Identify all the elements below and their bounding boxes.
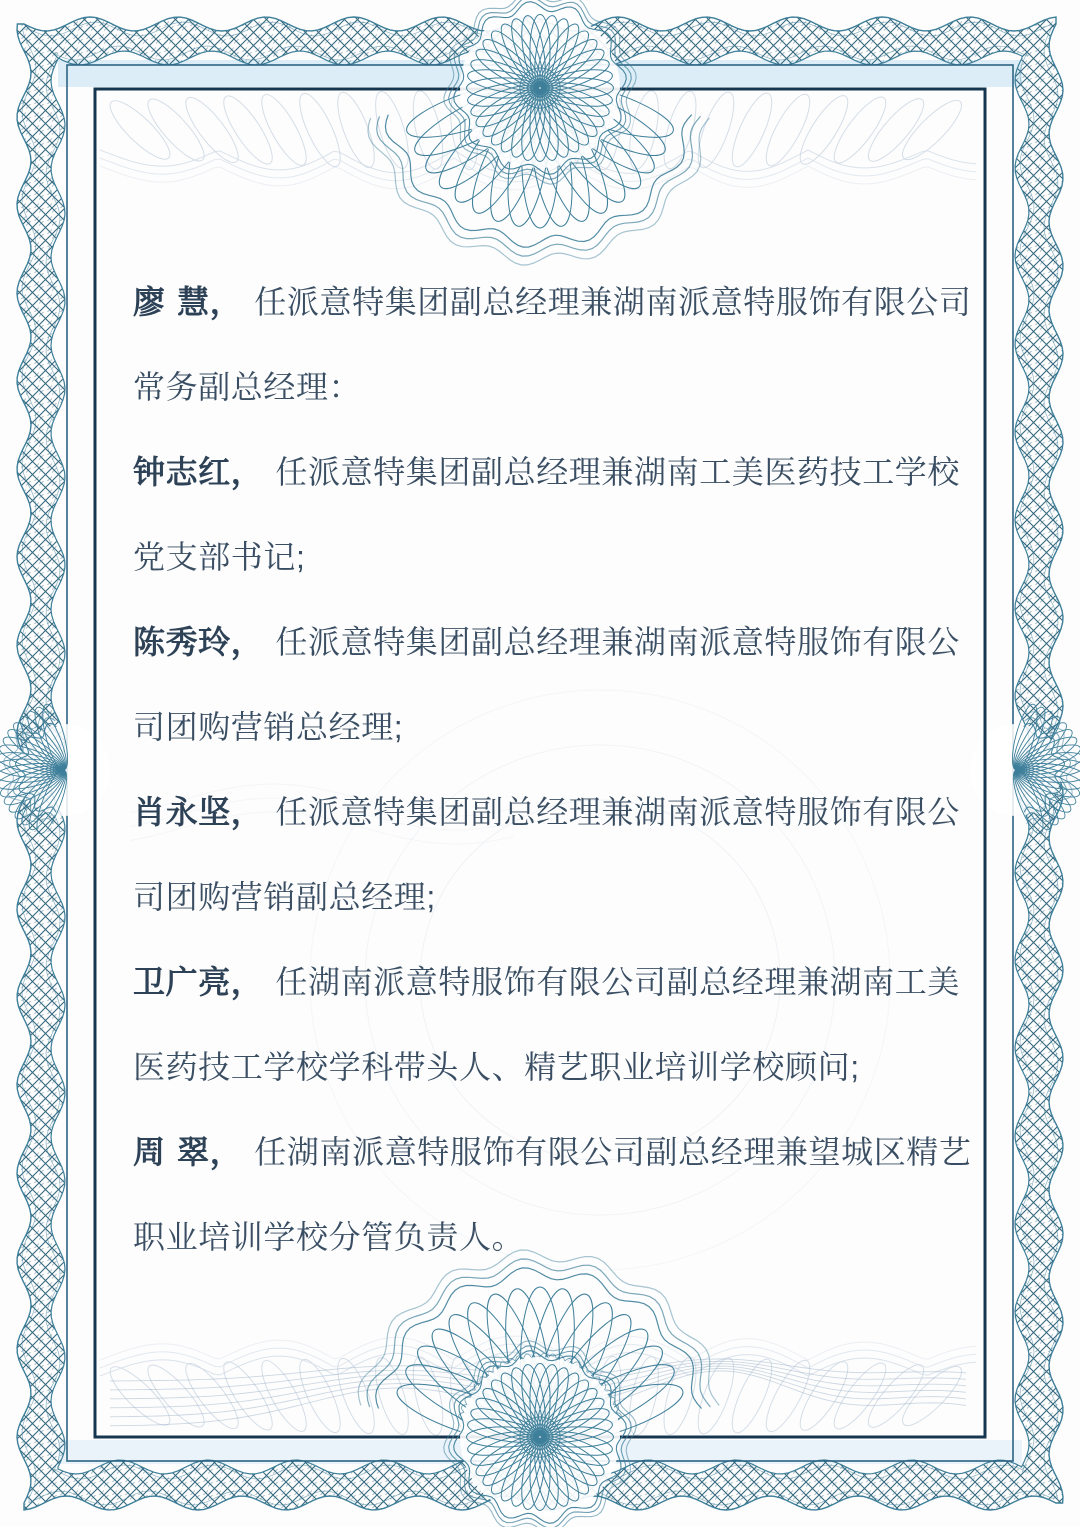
person-name: 钟志红，: [133, 454, 264, 490]
person-name: 陈秀玲，: [133, 624, 264, 660]
appointment-detail: 任派意特集团副总经理兼湖南派意特服饰有限公司常务副总经理：: [133, 284, 972, 405]
appointment-item: [133, 260, 983, 430]
appointment-detail: 任派意特集团副总经理兼湖南派意特服饰有限公司团购营销总经理;: [133, 624, 961, 745]
appointment-list: [133, 260, 983, 1280]
appointment-detail: 任湖南派意特服饰有限公司副总经理兼望城区精艺职业培训学校分管负责人。: [133, 1134, 972, 1255]
appointment-item: [133, 770, 983, 940]
person-name: 廖 慧，: [133, 284, 243, 320]
person-name: 肖永坚，: [133, 794, 264, 830]
appointment-item: [133, 940, 983, 1110]
appointment-item: [133, 430, 983, 600]
appointment-detail: 任派意特集团副总经理兼湖南派意特服饰有限公司团购营销副总经理;: [133, 794, 961, 915]
appointment-detail: 任湖南派意特服饰有限公司副总经理兼湖南工美医药技工学校学科带头人、精艺职业培训学校顾问;: [133, 964, 961, 1085]
person-name: 卫广亮，: [133, 964, 264, 1000]
appointment-detail: 任派意特集团副总经理兼湖南工美医药技工学校党支部书记;: [133, 454, 961, 575]
appointment-item: [133, 1110, 983, 1280]
appointment-item: [133, 600, 983, 770]
person-name: 周 翠，: [133, 1134, 243, 1170]
